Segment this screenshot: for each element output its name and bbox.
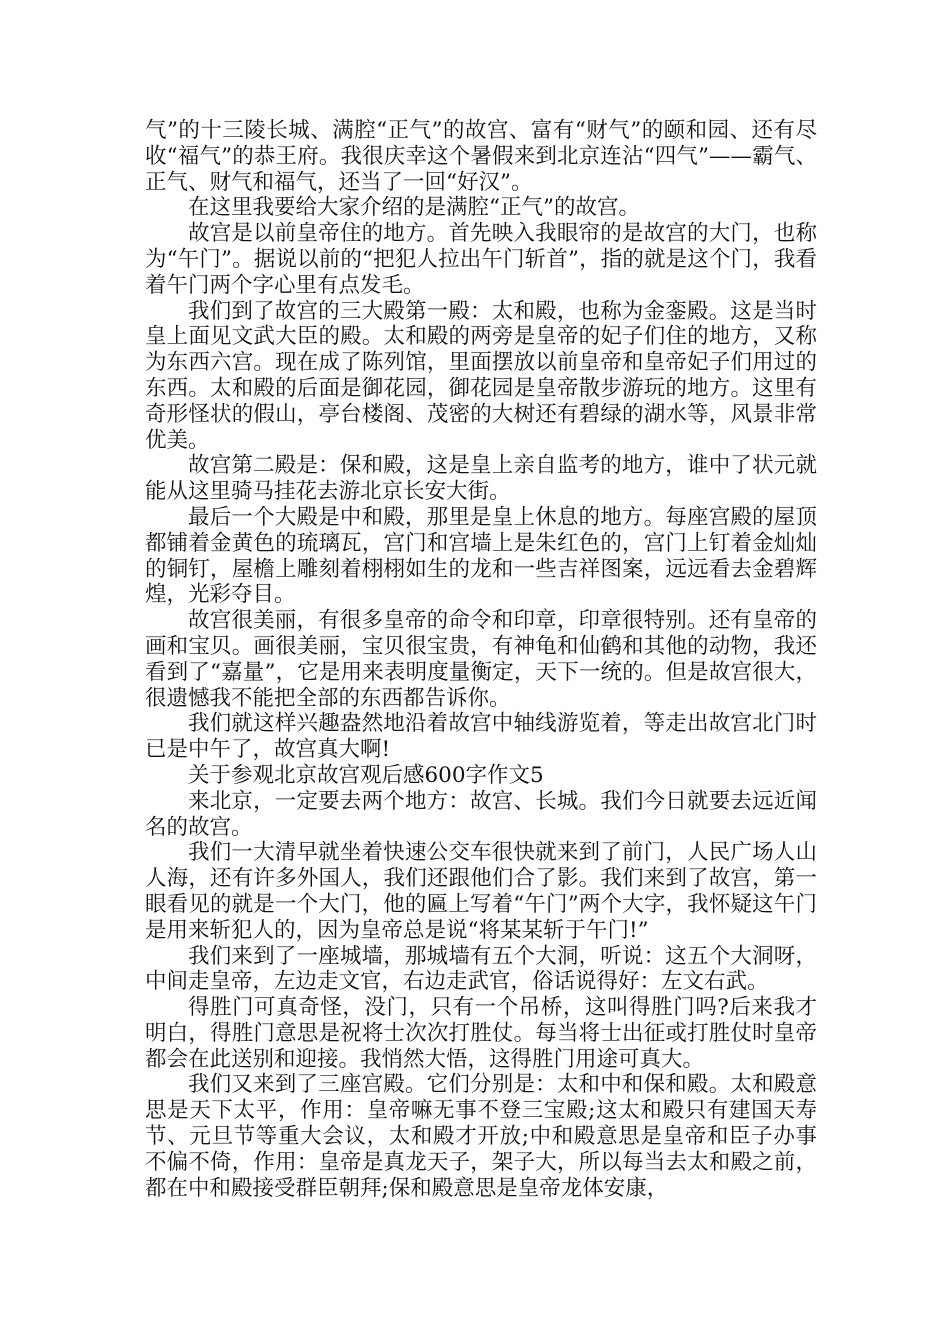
section-heading: 关于参观北京故宫观后感600字作文5 bbox=[188, 762, 544, 788]
paragraph-12: 我们来到了一座城墙，那城墙有五个大洞，听说：这五个大洞呀，中间走皇帝，左边走文官，右边走武官，俗话说得好：左文右武。 bbox=[145, 943, 817, 995]
paragraph-5: 故宫第二殿是：保和殿，这是皇上亲自监考的地方，谁中了状元就能从这里骑马挂花去游北京长安大街。 bbox=[145, 453, 817, 505]
paragraph-8: 我们就这样兴趣盎然地沿着故宫中轴线游览着，等走出故宫北门时已是中午了，故宫真大啊! bbox=[145, 711, 817, 763]
paragraph-2: 在这里我要给大家介绍的是满腔“正气”的故宫。 bbox=[188, 195, 640, 221]
paragraph-14: 我们又来到了三座宫殿。它们分别是：太和中和保和殿。太和殿意思是天下太平，作用：皇帝嘛无事不登三宝殿;这太和殿只有建国天寿节、元旦节等重大会议，太和殿才开放;中和殿意思是皇帝和臣子办事不偏不倚，作用：皇帝是真龙天子，架子大，所以每当去太和殿之前，都在中和殿接受群臣朝拜;保和殿意思是皇帝龙体安康， bbox=[145, 1072, 817, 1201]
paragraph-7: 故宫很美丽，有很多皇帝的命令和印章，印章很特别。还有皇帝的画和宝贝。画很美丽，宝贝很宝贵，有神龟和仙鹤和其他的动物，我还看到了“嘉量”，它是用来表明度量衡定，天下一统的。但是故宫很大，很遗憾我不能把全部的东西都告诉你。 bbox=[145, 608, 817, 711]
paragraph-1: 气”的十三陵长城、满腔“正气”的故宫、富有“财气”的颐和园、还有尽收“福气”的恭王府。我很庆幸这个暑假来到北京连沾“四气”——霸气、正气、财气和福气，还当了一回“好汉”。 bbox=[145, 118, 817, 195]
paragraph-3: 故宫是以前皇帝住的地方。首先映入我眼帘的是故宫的大门，也称为“午门”。据说以前的“把犯人拉出午门斩首”，指的就是这个门，我看着午门两个字心里有点发毛。 bbox=[145, 221, 817, 298]
paragraph-6: 最后一个大殿是中和殿，那里是皇上休息的地方。每座宫殿的屋顶都铺着金黄色的琉璃瓦，宫门和宫墙上是朱红色的，宫门上钉着金灿灿的铜钉，屋檐上雕刻着栩栩如生的龙和一些吉祥图案，远远看去金碧辉煌，光彩夺目。 bbox=[145, 504, 817, 608]
document-page bbox=[145, 118, 817, 1201]
paragraph-4: 我们到了故宫的三大殿第一殿：太和殿，也称为金銮殿。这是当时皇上面见文武大臣的殿。太和殿的两旁是皇帝的妃子们住的地方，又称为东西六宫。现在成了陈列馆，里面摆放以前皇帝和皇帝妃子们用过的东西。太和殿的后面是御花园，御花园是皇帝散步游玩的地方。这里有奇形怪状的假山，亭台楼阁、茂密的大树还有碧绿的湖水等，风景非常优美。 bbox=[145, 298, 817, 453]
paragraph-11: 我们一大清早就坐着快速公交车很快就来到了前门，人民广场人山人海，还有许多外国人，我们还跟他们合了影。我们来到了故宫，第一眼看见的就是一个大门，他的匾上写着“午门”两个大字，我怀疑这午门是用来斩犯人的，因为皇帝总是说“将某某斩于午门!” bbox=[145, 840, 817, 943]
paragraph-13: 得胜门可真奇怪，没门，只有一个吊桥，这叫得胜门吗?后来我才明白，得胜门意思是祝将士次次打胜仗。每当将士出征或打胜仗时皇帝都会在此送别和迎接。我悄然大悟，这得胜门用途可真大。 bbox=[145, 995, 817, 1072]
paragraph-10: 来北京，一定要去两个地方：故宫、长城。我们今日就要去远近闻名的故宫。 bbox=[145, 788, 817, 840]
